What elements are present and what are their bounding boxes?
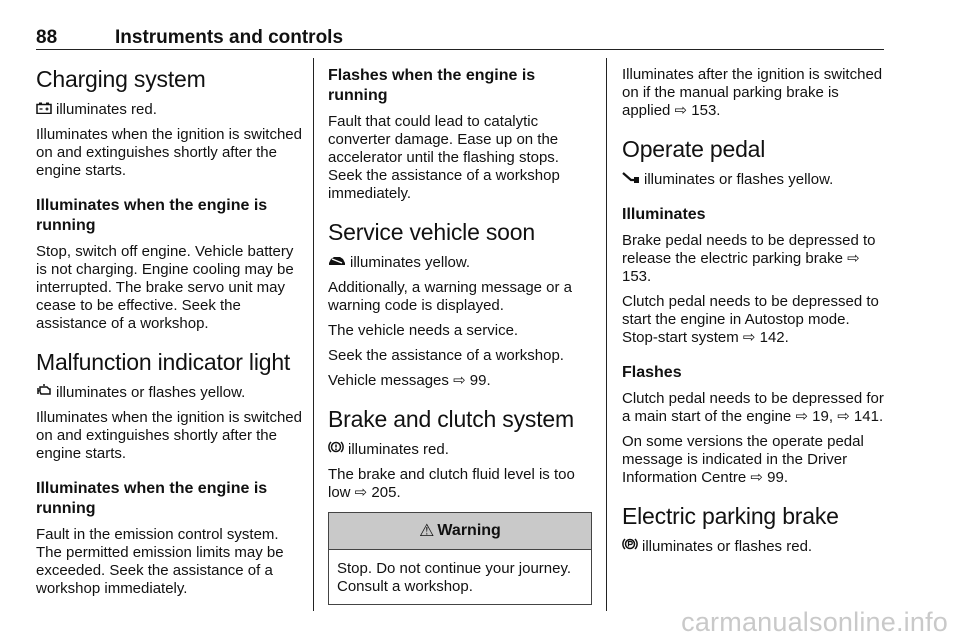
parking-brake-icon: [622, 537, 638, 555]
illum-p2: Clutch pedal needs to be depressed to start the engine in Autostop mode. Stop-start system ⇨ 142.: [622, 293, 879, 346]
intro-text: Illuminates after the ignition is switched on if the manual parking brake is applied ⇨ 153.: [622, 66, 883, 119]
warning-title: Warning: [437, 522, 501, 539]
battery-icon: [36, 100, 52, 118]
page-number: 88: [36, 27, 58, 48]
service-p4: Vehicle messages ⇨ 99.: [328, 372, 491, 389]
service-p3: Seek the assistance of a workshop.: [328, 347, 564, 364]
charging-sub-text: Stop, switch off engine. Vehicle battery is not charging. Engine cooling may be interrupted. The brake servo unit may cease to be effective. Seek the assistance of a workshop.: [36, 243, 294, 332]
flashes-heading: Flashes when the engine is running: [328, 67, 536, 104]
brake-status: illuminates red.: [348, 441, 449, 458]
mil-subheading: Illuminates when the engine is running: [36, 480, 268, 517]
charging-status-line: [36, 100, 302, 119]
illuminates-subheading: Illuminates: [622, 206, 706, 223]
warning-box: [328, 512, 592, 605]
engine-icon: [36, 383, 52, 401]
watermark: carmanualsonline.info: [681, 607, 948, 637]
page-title: Instruments and controls: [115, 27, 344, 48]
charging-subheading: Illuminates when the engine is running: [36, 197, 268, 234]
brake-text: The brake and clutch fluid level is too low ⇨ 205.: [328, 466, 575, 501]
mil-status-line: [36, 383, 302, 402]
service-status: illuminates yellow.: [350, 254, 471, 271]
charging-status: illuminates red.: [56, 101, 157, 118]
brake-status-line: [328, 440, 594, 459]
column-1: [36, 66, 302, 605]
epb-status-line: [622, 537, 888, 556]
flashes-text: Fault that could lead to catalytic converter damage. Ease up on the accelerator until the flashing stops. Seek the assistance of a workshop immediately.: [328, 113, 560, 202]
flash-p2: On some versions the operate pedal message is indicated in the Driver Information Centre ⇨ 99.: [622, 433, 864, 486]
warning-text: Stop. Do not continue your journey. Consult a workshop.: [337, 560, 572, 595]
charging-desc: Illuminates when the ignition is switched on and extinguishes shortly after the engine starts.: [36, 126, 302, 179]
epb-heading: Electric parking brake: [622, 503, 839, 529]
column-divider: [606, 58, 607, 611]
service-heading: Service vehicle soon: [328, 219, 535, 245]
service-p2: The vehicle needs a service.: [328, 322, 519, 339]
flash-p1: Clutch pedal needs to be depressed for a main start of the engine ⇨ 19, ⇨ 141.: [622, 390, 884, 425]
operate-status: illuminates or flashes yellow.: [644, 171, 834, 188]
mil-status: illuminates or flashes yellow.: [56, 384, 246, 401]
warning-header: [329, 513, 591, 550]
service-status-line: [328, 253, 594, 272]
mil-desc: Illuminates when the ignition is switched on and extinguishes shortly after the engine starts.: [36, 409, 302, 462]
column-divider: [313, 58, 314, 611]
operate-status-line: [622, 170, 888, 189]
mil-heading: Malfunction indicator light: [36, 349, 291, 375]
illum-p1: Brake pedal needs to be depressed to release the electric parking brake ⇨ 153.: [622, 232, 876, 285]
page-header: [36, 27, 884, 50]
warning-triangle-icon: ⚠: [419, 521, 435, 540]
brake-icon: [328, 440, 344, 458]
column-2: [328, 66, 594, 605]
brake-heading: Brake and clutch system: [328, 406, 574, 432]
mil-sub-text: Fault in the emission control system. The permitted emission limits may be exceeded. Seek the assistance of a workshop immediately.: [36, 526, 284, 597]
column-3: [622, 66, 888, 563]
car-service-icon: [328, 253, 346, 271]
charging-heading: Charging system: [36, 66, 206, 92]
flashes-subheading: Flashes: [622, 364, 682, 381]
pedal-icon: [622, 170, 640, 188]
epb-status: illuminates or flashes red.: [642, 538, 813, 555]
operate-heading: Operate pedal: [622, 136, 766, 162]
service-p1: Additionally, a warning message or a warning code is displayed.: [328, 279, 573, 314]
